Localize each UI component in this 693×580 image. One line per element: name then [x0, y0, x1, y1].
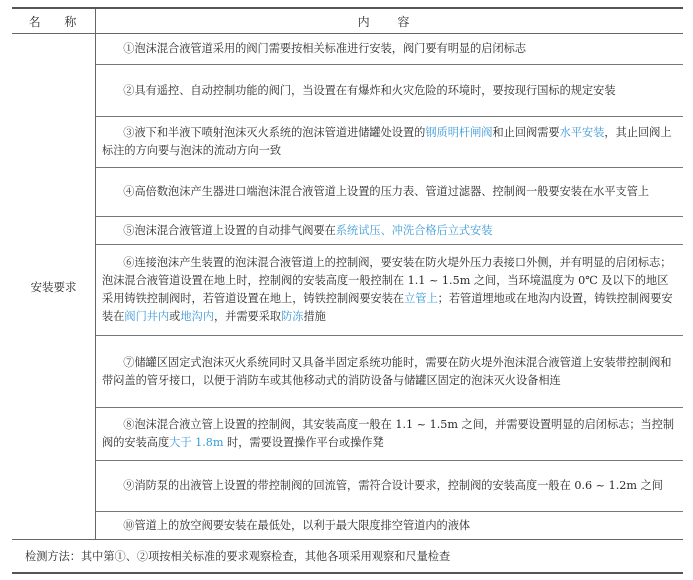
text-segment: ④高倍数泡沫产生器进口端泡沫混合液管道上设置的压力表、管道过滤器、控制阀一般要安装在水平支管上: [123, 185, 650, 198]
text-segment: ⑩管道上的放空阀要安装在最低处，以利于最大限度排空管道内的液体: [123, 518, 471, 532]
requirement-text: [102, 124, 675, 160]
requirement-item: [96, 336, 683, 408]
highlighted-text: 大于 1.8m: [169, 436, 224, 449]
requirement-text: [102, 40, 526, 58]
text-segment: 或: [169, 310, 181, 323]
highlighted-text: 水平安装: [559, 126, 605, 139]
text-segment: ⑤泡沫混合液管道上设置的自动排气阀要在: [123, 223, 336, 237]
requirement-text: [102, 354, 675, 390]
table-header-row: [12, 9, 683, 34]
text-segment: ⑦储罐区固定式泡沫灭火系统同时又具备半固定系统功能时，需要在防火堤外泡沫混合液管道上安装带控制阀和带闷盖的管牙接口，以便于消防车或其他移动式的消防设备与储罐区固定的泡沫灭火设备相连: [102, 355, 672, 387]
requirement-text: [102, 477, 663, 495]
requirement-item: [96, 34, 683, 65]
text-segment: ①泡沫混合液管道采用的阀门需要按相关标准进行安装，阀门要有明显的启闭标志: [123, 42, 527, 55]
requirement-list: [96, 34, 683, 539]
installation-requirements-table: [12, 7, 683, 574]
text-segment: ⑥连接泡沫产生装置的泡沫混合液管道上的控制阀，要安装在防火堤外压力表接口外侧，并有明显的启闭标志；泡沫混合液管道设置在地上时，控制阀的安装高度一般控制在 1.1 ~ 1.5m 之间，当环境温度为 0℃ 及以下的地区采用铸铁控制阀时，若管道设置在地上，铸铁控制阀要安装在: [102, 256, 672, 305]
requirement-item: [96, 65, 683, 117]
text-segment: 时，需要设置操作平台或操作凳: [223, 436, 384, 449]
text-segment: ③液下和半液下喷射泡沫灭火系统的泡沫管道进储罐处设置的: [123, 126, 426, 139]
text-segment: 和止回阀需要: [492, 126, 560, 139]
requirement-item: [96, 217, 683, 245]
header-content-cell: 内 容: [357, 14, 422, 29]
requirement-item: [96, 117, 683, 168]
text-segment: 措施: [303, 310, 326, 323]
requirement-item: [96, 245, 683, 336]
requirement-text: [102, 416, 675, 452]
text-segment: ⑧泡沫混合液立管上设置的控制阀，其安装高度一般在 1.1 ~ 1.5m 之间，并需要设置明显的启闭标志；当控制阀的安装高度: [102, 418, 675, 449]
requirement-text: [102, 183, 649, 201]
highlighted-text: 地沟内: [180, 310, 214, 323]
requirement-text: [102, 517, 470, 535]
text-segment: ⑨消防泵的出液管上设置的带控制阀的回流管，需符合设计要求，控制阀的安装高度一般在 0.6 ~ 1.2m 之间: [123, 479, 663, 492]
text-segment: ；若管道埋地或在地沟内设置，铸铁控制阀要安装在: [102, 292, 673, 323]
requirement-item: [96, 461, 683, 512]
requirement-item: [96, 408, 683, 461]
highlighted-text: 防冻: [281, 310, 304, 323]
text-segment: ②具有遥控、自动控制功能的阀门，当设置在有爆炸和火灾危险的环境时，要按现行国标的规定安装: [123, 83, 616, 97]
requirement-text: [102, 222, 492, 240]
header-name-cell: 名 称: [12, 9, 96, 33]
requirement-text: [102, 82, 616, 100]
highlighted-text: 阀门井内: [124, 310, 170, 323]
table-body: [12, 34, 683, 540]
text-segment: ，并需要采取: [213, 310, 282, 323]
highlighted-text: 钢质明杆闸阀: [425, 126, 493, 139]
section-label-cell: 安装要求: [12, 34, 96, 539]
highlighted-text: 系统试压、冲洗合格后立式安装: [335, 223, 493, 237]
highlighted-text: 立管上: [404, 292, 438, 305]
inspection-method-row: 检测方法：其中第①、②项按相关标准的要求观察检查，其他各项采用观察和尺量检查: [25, 550, 451, 563]
requirement-text: [102, 254, 675, 326]
requirement-item: [96, 168, 683, 217]
text-segment: ，其止回阀上标注的方向要与泡沫的流动方向一致: [102, 126, 672, 157]
requirement-item: [96, 512, 683, 539]
